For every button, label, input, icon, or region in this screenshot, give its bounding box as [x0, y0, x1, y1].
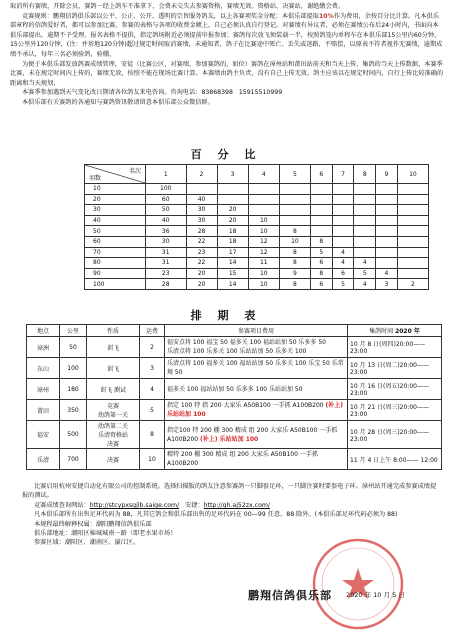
schedule-cell-km: 100 — [60, 358, 87, 379]
footer-sites: 竞赛成绩查询网站：http://stcypxsgjlb.saige.com/ 安捷：http://gh.aj52zx.com/ — [34, 501, 270, 509]
percent-cell — [376, 247, 398, 258]
percent-cell: 30 — [146, 236, 187, 247]
site-link-1[interactable]: http://stcypxsgjlb.saige.com/ — [89, 501, 180, 509]
schedule-cell-project: 福多关 100 福站站加 50 乐多多 100 乐站站加 50 — [165, 379, 348, 400]
rules-paragraph: 竞赛规则：鹏翔信鸽俱乐部以公平、公正、公开、透明的宗旨服务鸽友，以上各赛项奖金分配：本俱乐部提取10%作为费用，余按百分比计算。凡本俱乐部章程的信鸽爱好者，都可以参加比赛。参赛的表格与各项的收费金额上，自己必须认真自行登记。对赛绩有异议者，必须在赛绩公布后24小时内，书面向本俱乐部提出，逾期不予受理。报名表格不提供，指定鸽场附近必须提前申报参加；赛鸽每次放飞须装载一半，按照鸽笼内单程车在本俱乐部15公里内60分钟，15公里外120分钟，(注：并基地120分钟)超过规定时间取消赛绩，未通知者，鸽子在比赛途中死亡、丢失或迷路，不赔偿，以原表不符者视作无赛绩，逾期成绩不承认，每年三名必须验鸽，验棚， — [10, 12, 443, 58]
percent-cell: 28 — [186, 226, 217, 237]
percent-row — [85, 279, 429, 290]
rank-column-header: 7 — [332, 165, 354, 184]
club-seal — [310, 536, 406, 632]
corner-label-rank: 名次 — [128, 168, 141, 175]
upload-paragraph: 为便于本俱乐部发放鸽赛成绩管理，安徒（比赛公区，对赛绩，参加赛鸽的，如位）赛鸽在漳州站和莆田站前天和当天上传，集鸽的当天上传数据，本赛季比赛，未在规定时间内上传的，赛绩无效，按照不能在现场比赛计算。本赛绩由鸽主负责，没有自己上传无效，鸽主应该以在规定时间内，自行上传比较准确的距离和当天规划， — [10, 60, 444, 87]
club-signature: 鹏翔信鸽俱乐部 — [248, 589, 332, 602]
percent-row — [85, 194, 429, 205]
notice-paragraph: 本赛季参加遇到天气变化改日期请各位鸽友来电咨询。咨询电话：83868398 15915510999 — [22, 89, 283, 97]
percent-cell — [279, 215, 310, 226]
percent-cell: 8 — [279, 226, 310, 237]
percent-cell — [376, 258, 398, 269]
feather-count-cell: 50 — [85, 226, 146, 237]
percent-cell — [397, 226, 428, 237]
percent-cell: 4 — [354, 279, 376, 290]
rules-percent: 10% — [319, 12, 334, 20]
schedule-cell-time: 11 月 4 日上午 8:00—— 12:00 — [348, 449, 442, 470]
percent-cell: 10 — [248, 268, 279, 279]
percent-cell — [279, 205, 310, 216]
percent-cell — [310, 215, 332, 226]
percent-cell: 31 — [146, 247, 187, 258]
rank-column-header: 5 — [279, 165, 310, 184]
schedule-cell-km: 350 — [60, 400, 87, 421]
percent-cell: 22 — [186, 258, 217, 269]
percent-cell: 20 — [217, 215, 248, 226]
makeup-note: (补上) 乐站站加 100 — [167, 402, 344, 418]
percent-cell: 30 — [186, 215, 217, 226]
percent-cell — [332, 194, 354, 205]
percent-cell — [397, 205, 428, 216]
percent-cell — [186, 184, 217, 195]
schedule-cell-nature: 决赛 — [87, 449, 140, 470]
percent-cell — [354, 215, 376, 226]
schedule-row — [27, 379, 442, 400]
percent-cell: 3 — [376, 279, 398, 290]
percent-cell: 28 — [146, 279, 187, 290]
percent-cell: 11 — [248, 258, 279, 269]
percent-cell: 8 — [310, 268, 332, 279]
percent-cell: 20 — [186, 279, 217, 290]
schedule-cell-fee: 8 — [140, 421, 165, 449]
footer-area: 参赛区域：潮阳区、潮南区、濠江区。 — [34, 539, 140, 547]
feather-count-cell: 20 — [85, 194, 146, 205]
schedule-cell-time: 10 月 28 日(周三)20:00——23:00 — [348, 421, 442, 449]
phone-2: 15915510999 — [238, 89, 283, 97]
rank-column-header: 1 — [146, 165, 187, 184]
rank-column-header: 8 — [354, 165, 376, 184]
schedule-row — [27, 449, 442, 470]
percent-row — [85, 268, 429, 279]
signature-date: 2020 年 10 月 5 日 — [346, 591, 405, 599]
schedule-cell-km: 180 — [60, 379, 87, 400]
schedule-cell-time: 10 月 8 日(周四)20:00——23:00 — [348, 337, 442, 358]
footer-address: 俱乐部地址：潮阳区棉城城南一路（即老水果市场） — [34, 530, 177, 538]
rank-column-header: 10 — [397, 165, 428, 184]
percent-cell — [397, 236, 428, 247]
percent-cell — [310, 205, 332, 216]
percent-cell: 17 — [217, 247, 248, 258]
schedule-row — [27, 421, 442, 449]
percent-cell: 6 — [310, 258, 332, 269]
percent-cell — [376, 194, 398, 205]
header-time: 集鸽时间 2020 年 — [348, 325, 442, 337]
percent-row — [85, 258, 429, 269]
percent-cell: 18 — [217, 226, 248, 237]
schedule-header-row — [27, 325, 442, 337]
schedule-cell-project: 指定 100 特 指 200 大家乐 A50B100 一手抓 A100B200 (补上) 乐站站加 100 — [165, 400, 348, 421]
schedule-cell-project: 乐清点将 100 福多关 100 福站站加 50 乐多关 100 乐宝 50 乐常规 50 — [165, 358, 348, 379]
site-link-2[interactable]: http://gh.aj52zx.com/ — [203, 501, 270, 509]
percent-cell — [397, 215, 428, 226]
percent-cell: 4 — [376, 268, 398, 279]
feather-count-cell: 30 — [85, 205, 146, 216]
percent-cell — [248, 194, 279, 205]
percent-cell: 20 — [217, 205, 248, 216]
percent-cell: 10 — [248, 226, 279, 237]
percent-cell — [332, 205, 354, 216]
percent-cell: 8 — [310, 236, 332, 247]
schedule-cell-project: 精特 200 棚 300 精成 组 200 大家乐 A50B100 一手抓 A100B200 — [165, 449, 348, 470]
schedule-cell-km: 700 — [60, 449, 87, 470]
percent-cell: 14 — [217, 279, 248, 290]
percent-cell — [332, 236, 354, 247]
percent-cell: 5 — [354, 268, 376, 279]
intro-block — [10, 2, 444, 108]
percent-cell: 5 — [310, 247, 332, 258]
percent-cell: 10 — [279, 236, 310, 247]
percent-cell: 23 — [146, 268, 187, 279]
footer-ring-note: 凡本俱乐部所有出售足环代码为 88，凡其它鸽会和俱乐部出售的足环代码在 00—99 任意。88 除外。(本俱乐部足环代码必须为 88) — [34, 511, 398, 519]
schedule-cell-nature: 幼鸽第二关 乐清资格站 决赛 — [87, 421, 140, 449]
percent-cell: 4 — [354, 258, 376, 269]
rank-column-header: 3 — [217, 165, 248, 184]
percent-cell: 40 — [146, 215, 187, 226]
percent-cell — [248, 205, 279, 216]
schedule-cell-nature: 训飞 测试 — [87, 379, 140, 400]
feather-count-cell: 80 — [85, 258, 146, 269]
percent-cell — [354, 184, 376, 195]
percent-cell: 12 — [248, 236, 279, 247]
percent-cell: 2 — [397, 279, 428, 290]
percent-cell — [376, 226, 398, 237]
percent-cell: 60 — [146, 194, 187, 205]
percent-cell — [397, 247, 428, 258]
percent-cell: 18 — [217, 236, 248, 247]
rank-column-header: 2 — [186, 165, 217, 184]
percent-header-row — [85, 165, 429, 184]
feather-count-cell: 40 — [85, 215, 146, 226]
percent-cell: 100 — [146, 184, 187, 195]
percent-cell: 10 — [248, 215, 279, 226]
percent-cell — [332, 226, 354, 237]
percent-cell — [310, 194, 332, 205]
feather-count-cell: 100 — [85, 279, 146, 290]
schedule-cell-place: 乐清 — [27, 449, 60, 470]
schedule-cell-km: 500 — [60, 421, 87, 449]
header-project: 参赛项目费用 — [165, 325, 348, 337]
intro-line1: 取消所有赛绩，开除会员，赛鸽一经上鸽车不准拿下，会费未交失去参赛资格，赛绩无效。资格站、决赛站，谢绝缴会费。 — [10, 3, 345, 10]
rank-column-header: 4 — [248, 165, 279, 184]
percent-cell: 36 — [146, 226, 187, 237]
percent-table-title: 百 分 比 — [190, 148, 262, 161]
schedule-cell-fee: 2 — [140, 337, 165, 358]
header-fee: 运费 — [140, 325, 165, 337]
schedule-cell-nature: 训飞 — [87, 358, 140, 379]
percent-cell: 15 — [217, 268, 248, 279]
percent-cell — [248, 184, 279, 195]
percent-cell: 6 — [310, 279, 332, 290]
schedule-cell-time: 10 月 21 日(周三)20:00——23:00 — [348, 400, 442, 421]
percent-corner-cell — [85, 165, 146, 184]
percent-cell — [354, 247, 376, 258]
percent-cell: 31 — [146, 258, 187, 269]
percent-row — [85, 226, 429, 237]
percent-cell — [354, 205, 376, 216]
footer-system-note: 比赛启用杭州安捷自动化有限公司的控制系统。选择扫描版的鸽友注意参赛鸽一只脚套足环，一只脚注赛时要套电子环。漳州站开通完成参赛成绩提报的测试。 — [22, 483, 437, 500]
schedule-cell-fee: 10 — [140, 449, 165, 470]
percent-cell: 23 — [186, 247, 217, 258]
percent-cell: 30 — [186, 205, 217, 216]
percent-cell: 4 — [332, 247, 354, 258]
percent-cell: 22 — [186, 236, 217, 247]
percent-cell — [376, 184, 398, 195]
schedule-cell-fee: 3 — [140, 358, 165, 379]
schedule-cell-nature: 竞赛 幼鸽第一关 — [87, 400, 140, 421]
schedule-cell-km: 50 — [60, 337, 87, 358]
schedule-cell-fee: 5 — [140, 400, 165, 421]
percent-cell — [279, 184, 310, 195]
schedule-cell-place: 漳洲 — [27, 337, 60, 358]
schedule-cell-project: 指定100 特 200 棚 300 精成 组 200 大家乐 A50B100 一手抓 A100B200 (补上) 乐站站加 100 — [165, 421, 348, 449]
percent-cell: 8 — [279, 247, 310, 258]
schedule-table — [26, 324, 442, 470]
percent-cell — [354, 236, 376, 247]
percent-row — [85, 247, 429, 258]
schedule-title: 排 期 表 — [190, 309, 262, 322]
schedule-cell-fee: 4 — [140, 379, 165, 400]
percent-cell — [376, 236, 398, 247]
percent-cell: 4 — [332, 258, 354, 269]
percent-cell: 12 — [248, 247, 279, 258]
percent-cell: 9 — [279, 268, 310, 279]
feather-count-cell: 70 — [85, 247, 146, 258]
schedule-cell-nature: 训飞 — [87, 337, 140, 358]
header-km: 公里 — [60, 325, 87, 337]
schedule-row — [27, 358, 442, 379]
percent-cell — [397, 194, 428, 205]
schedule-cell-place: 莆田 — [27, 400, 60, 421]
percent-cell — [397, 258, 428, 269]
percent-cell — [376, 215, 398, 226]
feather-count-cell: 90 — [85, 268, 146, 279]
percent-cell — [217, 194, 248, 205]
footer-interpretation: 本规程最终解释权属：潮阳鹏翔信鸽俱乐部 — [34, 520, 152, 528]
header-nature: 性质 — [87, 325, 140, 337]
schedule-cell-time: 10 月 13 日(周二)20:00——23:00 — [348, 358, 442, 379]
notice-paragraph-2: 本俱乐部有关赛鸽的各通知与赛鸽资讯敬请留意本俱乐部公众微信群。 — [22, 98, 214, 106]
schedule-cell-place: 东山 — [27, 358, 60, 379]
percent-cell: 14 — [217, 258, 248, 269]
percent-row — [85, 215, 429, 226]
phone-1: 83868398 — [201, 89, 233, 97]
schedule-cell-place: 福安 — [27, 421, 60, 449]
corner-label-feathers: 羽数 — [89, 175, 102, 182]
schedule-cell-place: 漳州 — [27, 379, 60, 400]
percent-cell — [332, 184, 354, 195]
percent-cell: 50 — [146, 205, 187, 216]
percent-row — [85, 205, 429, 216]
rank-column-header: 9 — [376, 165, 398, 184]
schedule-row — [27, 400, 442, 421]
percent-row — [85, 184, 429, 195]
percent-cell: 5 — [332, 279, 354, 290]
percent-cell — [397, 268, 428, 279]
rank-column-header: 6 — [310, 165, 332, 184]
percent-cell — [279, 194, 310, 205]
percent-cell: 8 — [279, 258, 310, 269]
percent-cell: 40 — [186, 194, 217, 205]
percent-cell — [217, 184, 248, 195]
makeup-note: (补上) 乐站站加 100 — [200, 435, 259, 443]
percent-cell — [397, 184, 428, 195]
feather-count-cell: 10 — [85, 184, 146, 195]
percent-cell — [354, 226, 376, 237]
header-place: 地点 — [27, 325, 60, 337]
percent-cell: 20 — [186, 268, 217, 279]
schedule-cell-time: 10 月 16 日(周五)20:00——23:00 — [348, 379, 442, 400]
percent-cell: 6 — [332, 268, 354, 279]
percent-cell — [332, 215, 354, 226]
feather-count-cell: 60 — [85, 236, 146, 247]
percent-cell — [354, 194, 376, 205]
percent-cell — [376, 205, 398, 216]
schedule-cell-project: 福安点将 100 福宝 50 福多关 100 福站站加 50 乐多多 50 乐清点将 100 乐多关 100 乐站站加 50 乐多关 100 — [165, 337, 348, 358]
percent-cell — [310, 226, 332, 237]
schedule-row — [27, 337, 442, 358]
percent-cell: 10 — [248, 279, 279, 290]
percent-cell — [310, 184, 332, 195]
percent-row — [85, 236, 429, 247]
percent-table — [84, 164, 429, 290]
percent-cell: 8 — [279, 279, 310, 290]
